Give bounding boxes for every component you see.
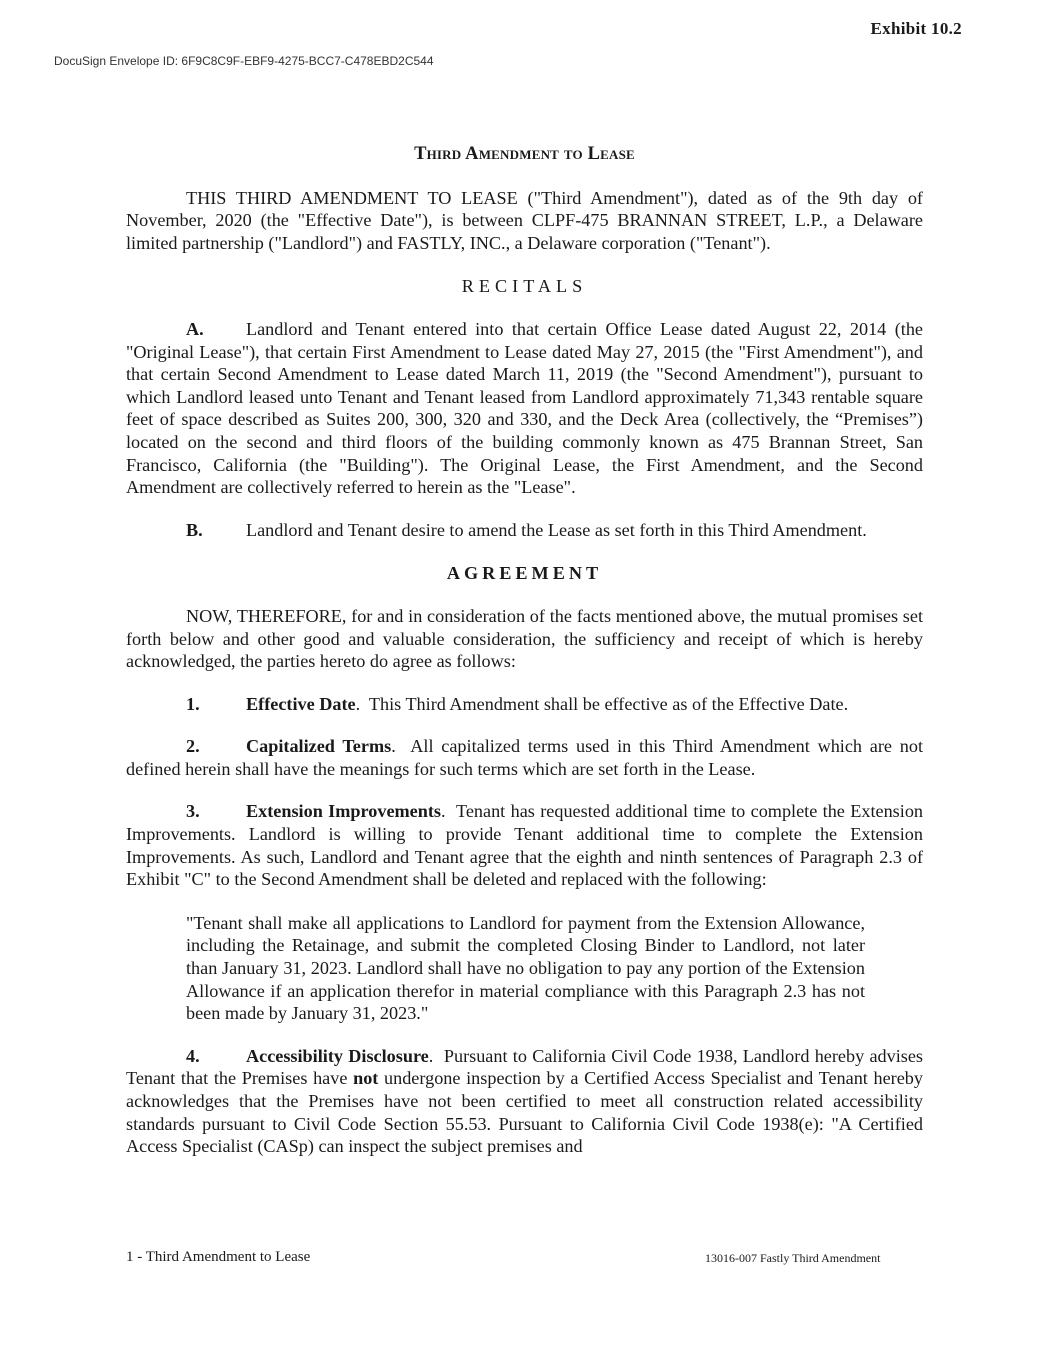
- section-2: 2. Capitalized Terms. All capitalized terms used in this Third Amendment which are not defined herein shall have the meanings for such terms which are set forth in the Lease.: [126, 736, 924, 779]
- section-1-number: 1.: [186, 693, 200, 714]
- section-2-number: 2.: [186, 736, 200, 757]
- section-2-text: All capitalized terms used in this Third Amendment which are not defined herein shall have the meanings for such terms which are set forth in the Lease.: [126, 736, 924, 779]
- section-4: 4. Accessibility Disclosure. Pursuant to California Civil Code 1938, Landlord hereby advises Tenant that the Premises have not undergone inspection by a Certified Access Specialist and Tenant hereby acknowledges that the Premises have not been certified to meet all construction related accessibility standards pursuant to Civil Code Section 55.53. Pursuant to California Civil Code 1938(e): "A Certified Access Specialist (CASp) can inspect the subject premises and: [126, 1045, 924, 1157]
- intro-paragraph: THIS THIRD AMENDMENT TO LEASE ("Third Amendment"), dated as of the 9th day of November, 2020 (the "Effective Date"), is between CLPF-475 BRANNAN STREET, L.P., a Delaware limited partnership ("Landlord") and FASTLY, INC., a Delaware corporation ("Tenant").: [126, 187, 923, 253]
- section-1-heading: Effective Date: [246, 693, 356, 714]
- document-title: Third Amendment to Lease: [414, 144, 635, 164]
- section-2-heading: Capitalized Terms: [246, 736, 392, 757]
- agreement-heading: AGREEMENT: [446, 563, 603, 584]
- section-3-quote: "Tenant shall make all applications to Landlord for payment from the Extension Allowance, including the Retainage, and submit the completed Closing Binder to Landlord, not later than January 31, 2023. Landlord shall have no obligation to pay any portion of the Extension Allowance if an application therefor in material compliance with this Paragraph 2.3 has not been made by January 31, 2023.": [186, 912, 865, 1024]
- recital-a-label: A.: [186, 318, 204, 339]
- docusign-envelope-id: DocuSign Envelope ID: 6F9C8C9F-EBF9-4275-BCC7-C478EBD2C544: [54, 54, 434, 68]
- recital-b-label: B.: [186, 519, 203, 540]
- section-4-emphasis: not: [353, 1068, 379, 1089]
- footer-document-code: 13016-007 Fastly Third Amendment: [705, 1251, 881, 1265]
- section-3-heading: Extension Improvements: [246, 801, 442, 822]
- recital-b: [126, 519, 923, 542]
- document-body: [126, 143, 923, 1158]
- recital-b-text: Landlord and Tenant desire to amend the Lease as set forth in this Third Amendment.: [246, 519, 867, 540]
- section-3-text: Tenant has requested additional time to complete the Extension Improvements. Landlord is willing to provide Tenant additional time to complete the Extension Improvements. As such, Landlord and Tenant agree that the eighth and ninth sentences of Paragraph 2.3 of Exhibit "C" to the Second Amendment shall be deleted and replaced with the following:: [126, 801, 924, 890]
- recital-a: [126, 318, 923, 499]
- section-4-text-after: undergone inspection by a Certified Access Specialist and Tenant hereby acknowledges that the Premises have not been certified to meet all construction related accessibility standards pursuant to Civil Code Section 55.53. Pursuant to California Civil Code 1938(e): "A Certified Access Specialist (CASp) can inspect the subject premises and: [126, 1068, 923, 1157]
- section-1-text: This Third Amendment shall be effective as of the Effective Date.: [368, 693, 849, 714]
- section-1: 1. Effective Date. This Third Amendment shall be effective as of the Effective Date.: [186, 693, 849, 714]
- exhibit-label: Exhibit 10.2: [870, 19, 962, 38]
- section-3-number: 3.: [186, 801, 200, 822]
- agreement-intro: NOW, THEREFORE, for and in consideration of the facts mentioned above, the mutual promises set forth below and other good and valuable consideration, the sufficiency and receipt of which is hereby acknowledged, the parties hereto do agree as follows:: [126, 605, 923, 672]
- recitals-heading: RECITALS: [461, 276, 588, 297]
- section-4-heading: Accessibility Disclosure: [246, 1045, 429, 1066]
- section-3: 3. Extension Improvements. Tenant has requested additional time to complete the Extension Improvements. Landlord is willing to provide Tenant additional time to complete the Extension Improvements. As such, Landlord and Tenant agree that the eighth and ninth sentences of Paragraph 2.3 of Exhibit "C" to the Second Amendment shall be deleted and replaced with the following:: [126, 801, 924, 890]
- recital-a-text: Landlord and Tenant entered into that certain Office Lease dated August 22, 2014 (the "Original Lease"), that certain First Amendment to Lease dated May 27, 2015 (the "First Amendment"), and that certain Second Amendment to Lease dated March 11, 2019 (the "Second Amendment"), pursuant to which Landlord leased unto Tenant and Tenant leased from Landlord approximately 71,343 rentable square feet of space described as Suites 200, 300, 320 and 330, and the Deck Area (collectively, the “Premises”) located on the second and third floors of the building commonly known as 475 Brannan Street, San Francisco, California (the "Building"). The Original Lease, the First Amendment, and the Second Amendment are collectively referred to herein as the "Lease".: [126, 318, 923, 498]
- section-4-text-before: Pursuant to California Civil Code 1938, Landlord hereby advises Tenant that the Premises have: [126, 1045, 924, 1089]
- section-4-number: 4.: [186, 1045, 200, 1066]
- footer-page-label: 1 - Third Amendment to Lease: [126, 1249, 311, 1265]
